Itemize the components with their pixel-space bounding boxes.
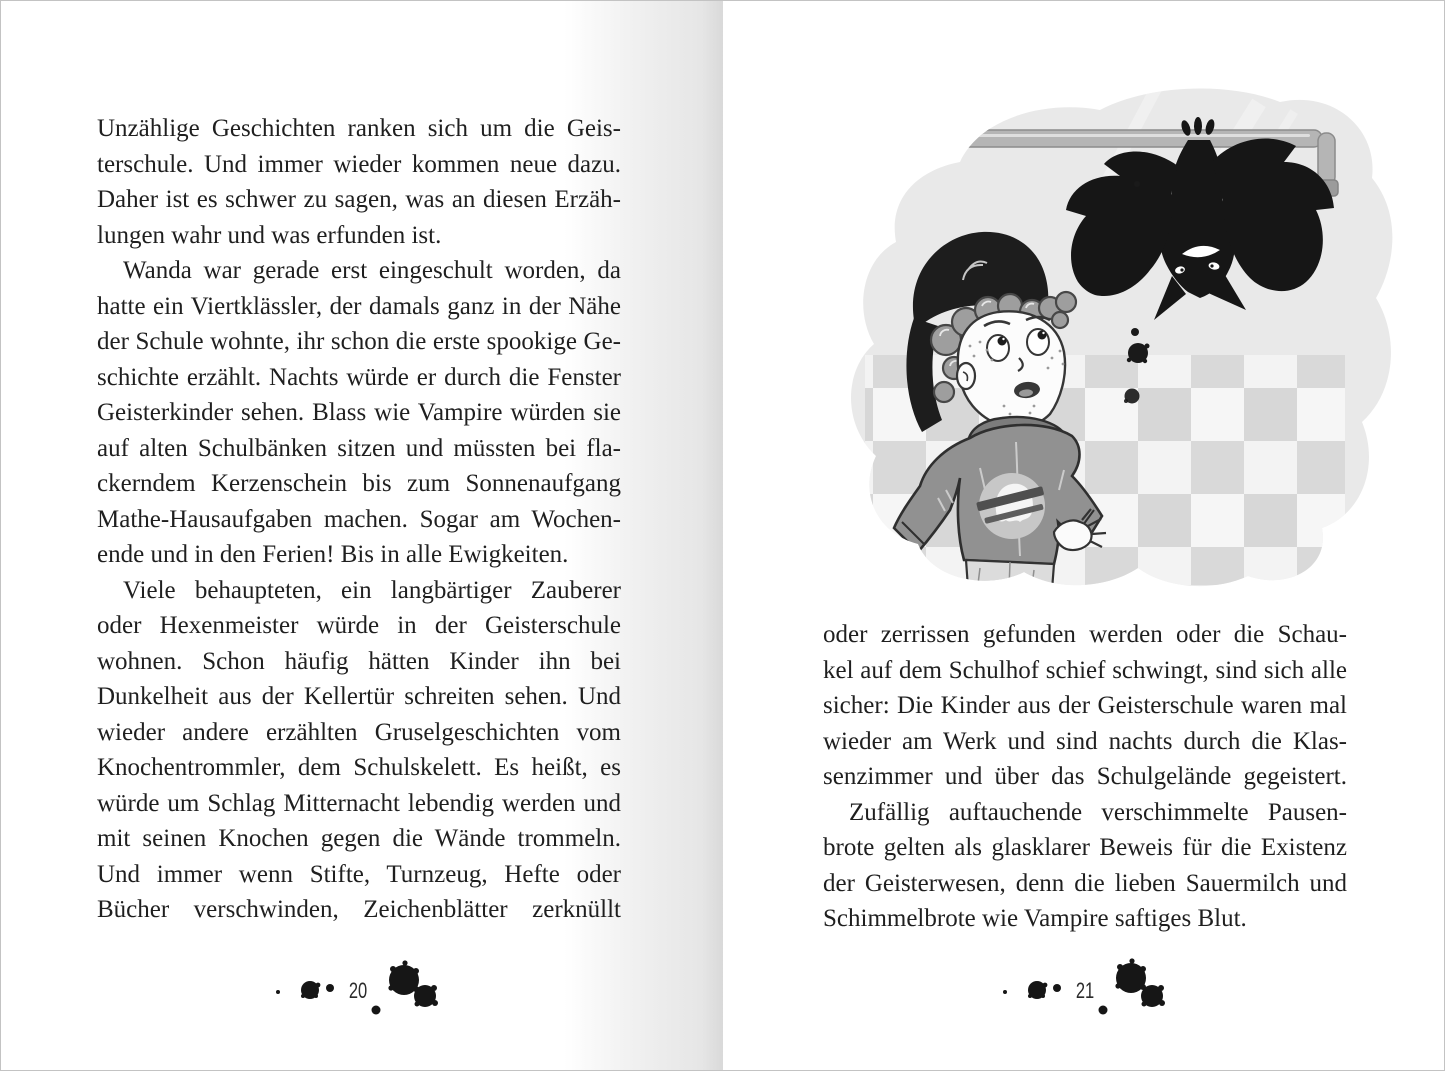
paragraph — [823, 795, 1347, 937]
text-line: kel auf dem Schulhof schief schwingt, sind sich alle — [823, 656, 1347, 684]
text-line: Schimmelbrote wie Vampire saftiges Blut. — [823, 905, 1247, 932]
text-line: Knochentrommler, dem Schulskelett. Es heißt, es — [97, 754, 621, 781]
text-line: Unzählige Geschichten ranken sich um die Geis- — [97, 115, 621, 142]
text-line: der Geisterwesen, denn die lieben Sauermilch und — [823, 869, 1347, 897]
text-line: brote gelten als glasklarer Beweis für die Existenz — [823, 834, 1347, 861]
text-line: schichte erzählt. Nachts würde er durch die Fenster — [97, 363, 621, 391]
text-line: hatte ein Viertklässler, der damals ganz in der Nähe — [97, 292, 621, 320]
pants — [966, 560, 1054, 590]
text-line: ckerndem Kerzenschein bis zum Sonnenaufgang — [97, 470, 621, 497]
page-footer-left — [270, 956, 470, 1018]
text-line: Zufällig auftauchende verschimmelte Pausen- — [849, 798, 1347, 826]
text-line: oder zerrissen gefunden werden oder die Schau- — [823, 621, 1347, 648]
body-text-left — [97, 111, 621, 928]
text-line: Bücher verschwinden, Zeichenblätter zerknüllt — [97, 896, 621, 923]
text-line: der Schule wohnte, ihr schon die erste spookige Ge- — [97, 328, 621, 355]
text-line: ende und in den Ferien! Bis in alle Ewigkeiten. — [97, 541, 569, 568]
text-line: wohnen. Schon häufig hätten Kinder ihn bei — [97, 647, 621, 675]
text-line: Wanda war gerade erst eingeschult worden, da — [123, 257, 621, 284]
text-line: Dunkelheit aus der Kellertür schreiten sehen. Und — [97, 683, 621, 710]
text-line: Viele behaupteten, ein langbärtiger Zauberer — [123, 576, 621, 604]
page-number-right: 21 — [1075, 978, 1095, 1004]
text-line: mit seinen Knochen gegen die Wände trommeln. — [97, 825, 621, 852]
text-line: oder Hexenmeister würde in der Geisterschule — [97, 612, 621, 639]
text-line: wieder am Werk und sind nachts durch die Klas- — [823, 727, 1347, 755]
paragraph — [97, 253, 621, 573]
text-line: auf alten Schulbänken sitzen und müssten bei fla- — [97, 434, 621, 462]
text-line: Geisterkinder sehen. Blass wie Vampire würden sie — [97, 399, 621, 426]
body-text-right — [823, 617, 1347, 937]
paragraph — [823, 617, 1347, 795]
paragraph — [97, 111, 621, 253]
page-footer-right — [997, 956, 1197, 1018]
text-line: wieder andere erzählten Gruselgeschichten vom — [97, 718, 621, 746]
text-line: würde um Schlag Mitternacht lebendig werden und — [97, 789, 621, 817]
text-line: terschule. Und immer wieder kommen neue dazu. — [97, 150, 621, 178]
paragraph — [97, 573, 621, 928]
text-line: Mathe-Hausaufgaben machen. Sogar am Wochen- — [97, 505, 621, 533]
page-number-left: 20 — [348, 978, 368, 1004]
text-line: lungen wahr und was erfunden ist. — [97, 221, 442, 249]
text-line: sicher: Die Kinder aus der Geisterschule waren mal — [823, 692, 1347, 719]
text-line: senzimmer und über das Schulgelände gegeistert. — [823, 763, 1347, 790]
text-line: Daher ist es schwer zu sagen, was an diesen Erzäh- — [97, 186, 621, 213]
text-line: Und immer wenn Stifte, Turnzeug, Hefte oder — [97, 860, 621, 888]
illustration-boy-and-bat — [820, 70, 1400, 600]
